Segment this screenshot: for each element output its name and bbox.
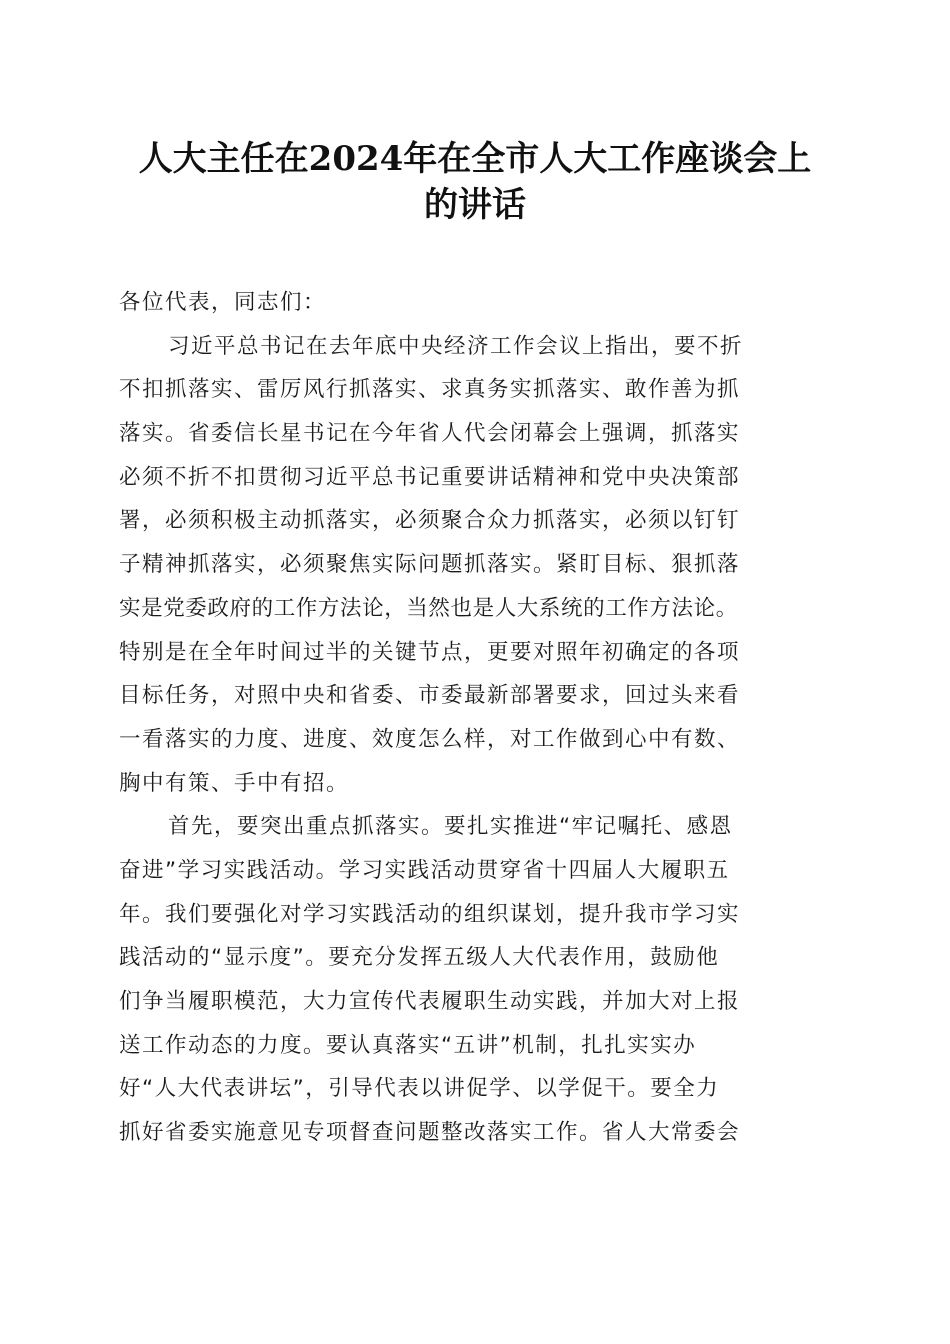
paragraph-line: 送工作动态的力度。要认真落实“五讲”机制，扎扎实实办 bbox=[119, 1032, 697, 1058]
paragraph-line: 一看落实的力度、进度、效度怎么样，对工作做到心中有数、 bbox=[119, 726, 741, 752]
paragraph-line: 年。我们要强化对学习实践活动的组织谋划，提升我市学习实 bbox=[119, 901, 741, 927]
paragraph-line: 子精神抓落实，必须聚焦实际问题抓落实。紧盯目标、狠抓落 bbox=[119, 552, 741, 578]
paragraph-line: 践活动的“显示度”。要充分发挥五级人大代表作用，鼓励他 bbox=[119, 945, 720, 971]
paragraph-2 bbox=[119, 805, 839, 1155]
paragraph-line: 们争当履职模范，大力宣传代表履职生动实践，并加大对上报 bbox=[119, 989, 741, 1014]
title-line-1: 人大主任在2024年在全市人大工作座谈会上 bbox=[138, 139, 812, 179]
paragraph-line: 目标任务，对照中央和省委、市委最新部署要求，回过头来看 bbox=[119, 683, 741, 709]
document-title bbox=[110, 136, 840, 228]
paragraph-line: 署，必须积极主动抓落实，必须聚合众力抓落实，必须以钉钉 bbox=[119, 508, 741, 534]
document-body bbox=[119, 281, 839, 1155]
paragraph-line: 抓好省委实施意见专项督查问题整改落实工作。省人大常委会 bbox=[119, 1120, 741, 1146]
paragraph-line: 胸中有策、手中有招。 bbox=[119, 770, 350, 796]
paragraph-line: 不扣抓落实、雷厉风行抓落实、求真务实抓落实、敢作善为抓 bbox=[119, 377, 741, 403]
paragraph-line: 首先，要突出重点抓落实。要扎实推进“牢记嘱托、感恩 bbox=[168, 814, 733, 840]
paragraph-line: 习近平总书记在去年底中央经济工作会议上指出，要不折 bbox=[168, 333, 744, 359]
paragraph-1 bbox=[119, 325, 839, 806]
title-line-2: 的讲话 bbox=[424, 185, 526, 225]
salutation: 各位代表，同志们： bbox=[119, 290, 327, 315]
paragraph-line: 奋进”学习实践活动。学习实践活动贯穿省十四届人大履职五 bbox=[119, 857, 730, 883]
paragraph-line: 好“人大代表讲坛”，引导代表以讲促学、以学促干。要全力 bbox=[119, 1076, 720, 1102]
paragraph-line: 落实。省委信长星书记在今年省人代会闭幕会上强调，抓落实 bbox=[119, 421, 741, 447]
paragraph-line: 实是党委政府的工作方法论，当然也是人大系统的工作方法论。 bbox=[119, 595, 738, 621]
paragraph-line: 特别是在全年时间过半的关键节点，更要对照年初确定的各项 bbox=[119, 639, 741, 665]
paragraph-line: 必须不折不扣贯彻习近平总书记重要讲话精神和党中央决策部 bbox=[119, 464, 741, 490]
